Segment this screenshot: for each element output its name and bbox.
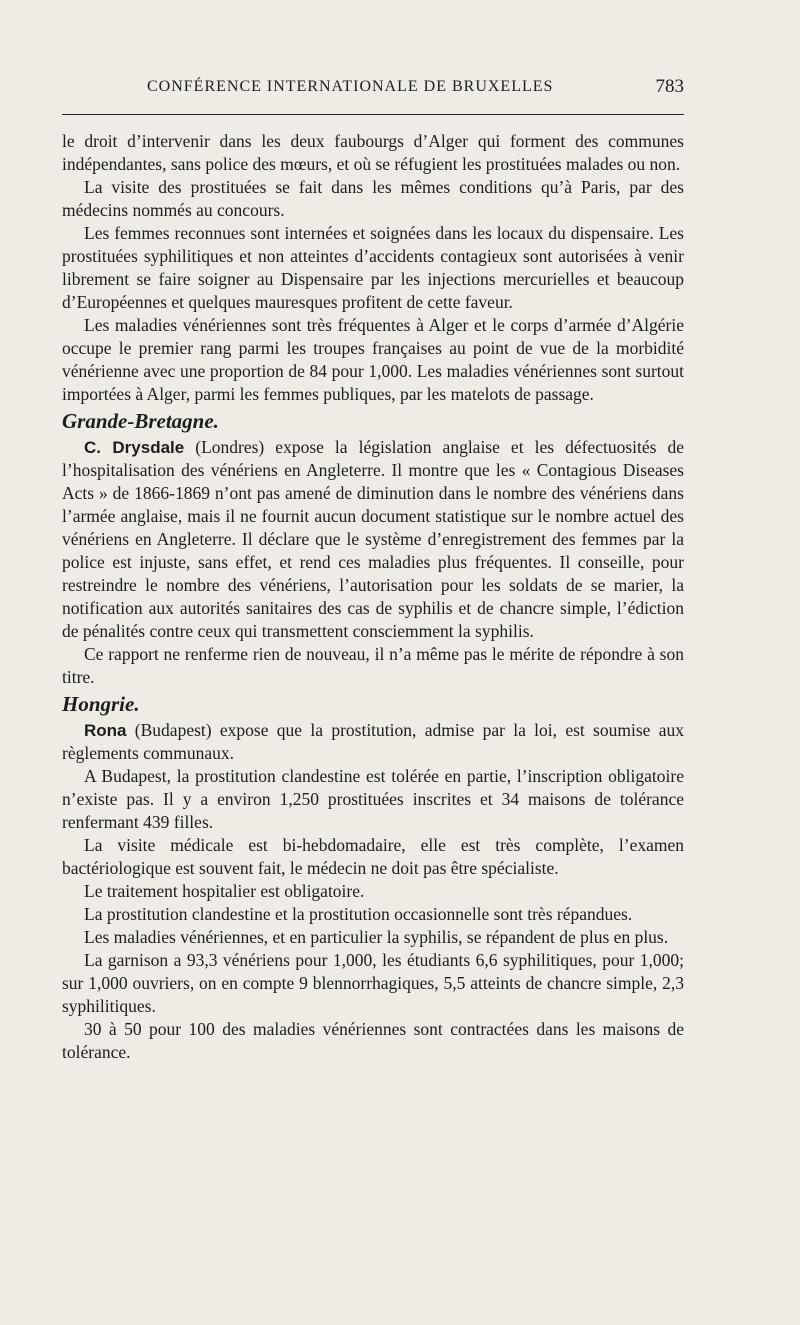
author-name: Rona — [84, 721, 127, 740]
paragraph-text: (Budapest) expose que la prostitution, admise par la loi, est soumise aux règlements communaux. — [62, 720, 684, 763]
paragraph — [62, 719, 684, 765]
paragraph: 30 à 50 pour 100 des maladies vénériennes sont contractées dans les maisons de tolérance. — [62, 1019, 684, 1062]
page-number: 783 — [655, 76, 684, 97]
paragraph: Le traitement hospitalier est obligatoire. — [84, 881, 365, 901]
page-header — [62, 76, 684, 100]
paragraph: La prostitution clandestine et la prostitution occasionnelle sont très répandues. — [84, 904, 633, 924]
paragraph: Ce rapport ne renferme rien de nouveau, il n’a même pas le mérite de répondre à son titre. — [62, 644, 684, 687]
paragraph-text: (Londres) expose la législation anglaise et les défectuosités de l’hospitalisation des vénériens en Angleterre. Il montre que les « Contagious Diseases Acts » de 1866-1869 n’ont pas amené de diminution dans le nombre des vénériens dans l’armée anglaise, mais il ne fournit aucun document statistique sur le nombre actuel des vénériens en Angleterre. Il déclare que le système d’enregistrement des femmes par la police est injuste, sans effet, et rend ces maladies plus fréquentes. Il conseille, pour restreindre le nombre des vénériens, l’autorisation pour les soldats de se marier, la notification aux autorités sanitaires des cas de syphilis et de chancre simple, l’édiction de pénalités contre ceux qui transmettent consciemment la syphilis. — [62, 437, 684, 641]
section-heading-hongrie: Hongrie. — [62, 692, 140, 716]
author-name: C. Drysdale — [84, 438, 185, 457]
header-rule — [62, 114, 684, 115]
paragraph: A Budapest, la prostitution clandestine est tolérée en partie, l’inscription obligatoire n’existe pas. Il y a environ 1,250 prostituées inscrites et 34 maisons de tolérance renfermant 439 filles. — [62, 766, 684, 832]
section-heading-grande-bretagne: Grande-Bretagne. — [62, 409, 219, 433]
body-text — [62, 130, 684, 1064]
paragraph: La garnison a 93,3 vénériens pour 1,000, les étudiants 6,6 syphilitiques, pour 1,000; sur 1,000 ouvriers, on en compte 9 blennorrhagiques, 5,5 atteints de chancre simple, 2,3 syphilitiques. — [62, 950, 684, 1016]
paragraph: Les maladies vénériennes sont très fréquentes à Alger et le corps d’armée d’Algérie occupe le premier rang parmi les troupes françaises au point de vue de la morbidité vénérienne avec une proportion de 84 pour 1,000. Les maladies vénériennes sont surtout importées à Alger, parmi les femmes publiques, par les matelots de passage. — [62, 315, 684, 404]
paragraph — [62, 436, 684, 643]
paragraph: Les femmes reconnues sont internées et soignées dans les locaux du dispensaire. Les prostituées syphilitiques et non atteintes d’accidents contagieux sont autorisées à venir librement se faire soigner au Dispensaire par les injections mercurielles et beaucoup d’Européennes et quelques mauresques profitent de cette faveur. — [62, 223, 684, 312]
paragraph: le droit d’intervenir dans les deux faubourgs d’Alger qui forment des communes indépendantes, sans police des mœurs, et où se réfugient les prostituées malades ou non. — [62, 131, 684, 174]
paragraph: La visite des prostituées se fait dans les mêmes conditions qu’à Paris, par des médecins nommés au concours. — [62, 177, 684, 220]
paragraph: Les maladies vénériennes, et en particulier la syphilis, se répandent de plus en plus. — [84, 927, 669, 947]
running-head: CONFÉRENCE INTERNATIONALE DE BRUXELLES — [147, 78, 554, 95]
paragraph: La visite médicale est bi-hebdomadaire, elle est très complète, l’examen bactériologique est souvent fait, le médecin ne doit pas être spécialiste. — [62, 835, 684, 878]
